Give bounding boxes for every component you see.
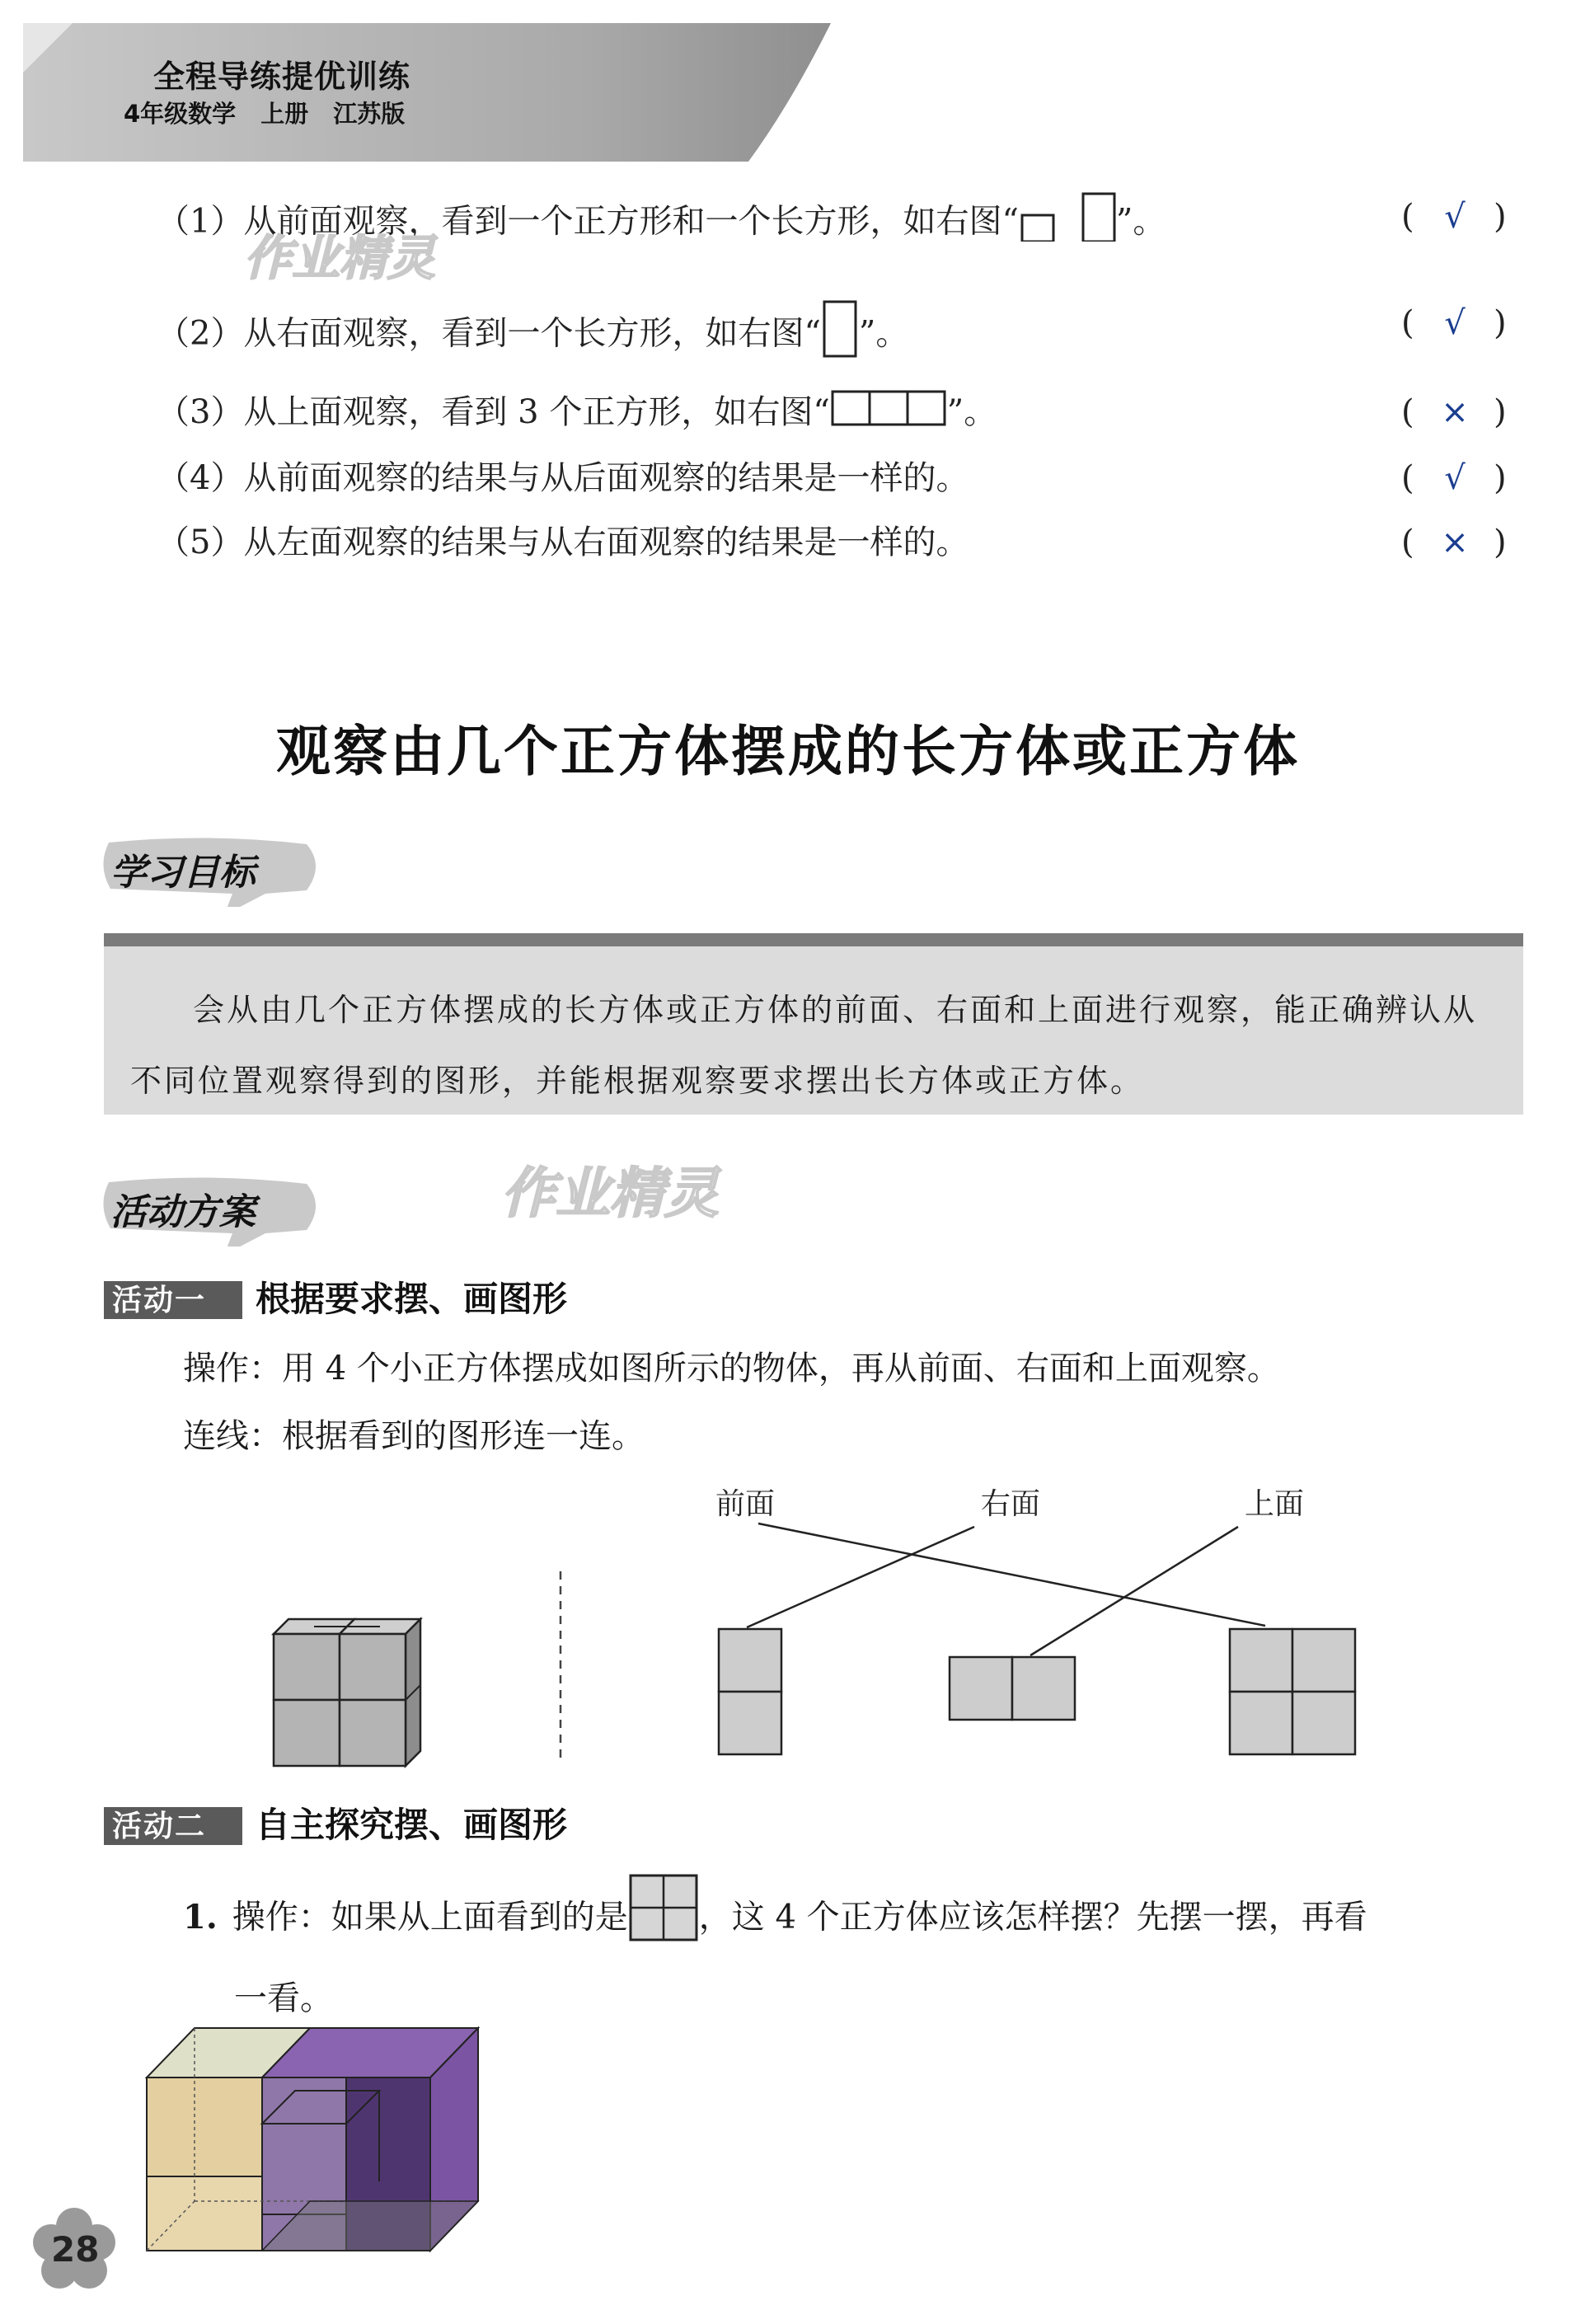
item-text-end: ”。 xyxy=(946,393,997,431)
top-view-2x2-figure xyxy=(628,1873,699,1966)
activity-1-tag: 活动一 xyxy=(104,1281,242,1319)
question-text-end: ，这 4 个正方体应该怎样摆？先摆一摆，再看 xyxy=(698,1898,1367,1937)
activity-plan-label xyxy=(101,1176,323,1238)
answer-mark: √ xyxy=(1444,459,1466,497)
view-label-top: 上面 xyxy=(1245,1487,1305,1521)
three-squares-figure xyxy=(830,389,947,441)
item-text: 从左面观察的结果与从右面观察的结果是一样的。 xyxy=(243,523,969,561)
watermark-text: 作业精灵 xyxy=(501,1162,719,1225)
connect-line-top xyxy=(1030,1527,1238,1655)
section-title: 观察由几个正方体摆成的长方体或正方体 xyxy=(276,719,1300,783)
connect-line-right xyxy=(747,1527,974,1627)
view-shape-vertical xyxy=(719,1629,781,1754)
answer-paren-open: ( xyxy=(1401,304,1414,342)
view-label-front: 前面 xyxy=(715,1487,776,1521)
item-number: （4） xyxy=(157,459,244,497)
connect-line-front xyxy=(758,1524,1265,1626)
judgment-item-4 xyxy=(157,453,1525,503)
answer-paren-close: ) xyxy=(1494,523,1507,561)
activity-2-heading xyxy=(104,1802,846,1848)
answer-mark: × xyxy=(1441,393,1469,431)
watermark-text: 作业精灵 xyxy=(244,230,436,286)
answer-paren-close: ) xyxy=(1494,459,1507,497)
answer-mark: √ xyxy=(1444,198,1466,236)
answer-paren-close: ) xyxy=(1494,304,1507,342)
question-1-continued: 一看。 xyxy=(234,1979,333,2017)
activity-1-operation: 操作：用 4 个小正方体摆成如图所示的物体，再从前面、右面和上面观察。 xyxy=(183,1350,1280,1387)
activity-2-tag: 活动二 xyxy=(104,1807,242,1845)
activity-1-connect: 连线：根据看到的图形连一连。 xyxy=(183,1417,645,1455)
item-number: （5） xyxy=(157,523,244,561)
judgment-item-2 xyxy=(157,298,1525,353)
answer-paren-open: ( xyxy=(1401,198,1414,236)
edition-label: 江苏版 xyxy=(333,100,406,128)
page-number: 28 xyxy=(51,2229,100,2270)
book-subtitle xyxy=(124,96,429,129)
activity-2-title: 自主探究摆、画图形 xyxy=(256,1805,568,1845)
question-text: 操作：如果从上面看到的是 xyxy=(232,1898,628,1937)
learning-goals-label xyxy=(101,836,323,899)
activity-1-heading xyxy=(104,1276,846,1322)
view-shape-horizontal xyxy=(950,1657,1075,1720)
answer-mark: √ xyxy=(1444,304,1466,342)
item-number: （2） xyxy=(157,314,244,353)
learning-goals-text: 会从由几个正方体摆成的长方体或正方体的前面、右面和上面进行观察，能正确辨认从不同位置观察得到的图形，并能根据观察要求摆出长方体或正方体。 xyxy=(130,992,1478,1099)
item-text: 从右面观察，看到一个长方形，如右图“ xyxy=(243,314,821,353)
activity-2-question-1 xyxy=(183,1873,1367,1942)
activity-1-title: 根据要求摆、画图形 xyxy=(256,1279,568,1319)
answer-paren-close: ) xyxy=(1494,198,1507,236)
item-number: （3） xyxy=(157,393,244,431)
item-text-end: ”。 xyxy=(1115,202,1166,241)
cuboid-arrangement-figure xyxy=(140,2025,495,2256)
answer-paren-open: ( xyxy=(1401,393,1414,431)
activity-1-figure xyxy=(247,1517,1401,1781)
question-number: 1. xyxy=(183,1897,218,1937)
judgment-item-5 xyxy=(157,518,1525,567)
view-shape-square xyxy=(1230,1629,1355,1754)
rectangle-figure xyxy=(821,298,859,373)
answer-mark: × xyxy=(1441,523,1469,561)
item-number: （1） xyxy=(157,202,244,241)
header-banner xyxy=(23,23,831,162)
item-text: 从前面观察的结果与从后面观察的结果是一样的。 xyxy=(243,459,969,497)
answer-paren-open: ( xyxy=(1401,459,1414,497)
answer-paren-open: ( xyxy=(1401,523,1414,561)
judgment-item-3 xyxy=(157,387,1525,437)
item-text: 从上面观察，看到 3 个正方形，如右图“ xyxy=(243,393,830,431)
view-label-right: 右面 xyxy=(981,1487,1041,1521)
square-rectangle-figure xyxy=(1019,192,1116,256)
grade-label: 4年级数学 xyxy=(124,100,237,128)
ribbon-text: 活动方案 xyxy=(110,1191,256,1233)
answer-paren-close: ) xyxy=(1494,393,1507,431)
item-text-end: ”。 xyxy=(858,314,909,353)
learning-goals-box xyxy=(104,933,1523,1115)
cube-object xyxy=(274,1619,420,1766)
ribbon-text: 学习目标 xyxy=(110,852,256,894)
volume-label: 上册 xyxy=(260,100,309,128)
book-title: 全程导练提优训练 xyxy=(153,59,411,95)
item-text: 从前面观察，看到一个正方形和一个长方形，如右图“ xyxy=(243,202,1019,241)
